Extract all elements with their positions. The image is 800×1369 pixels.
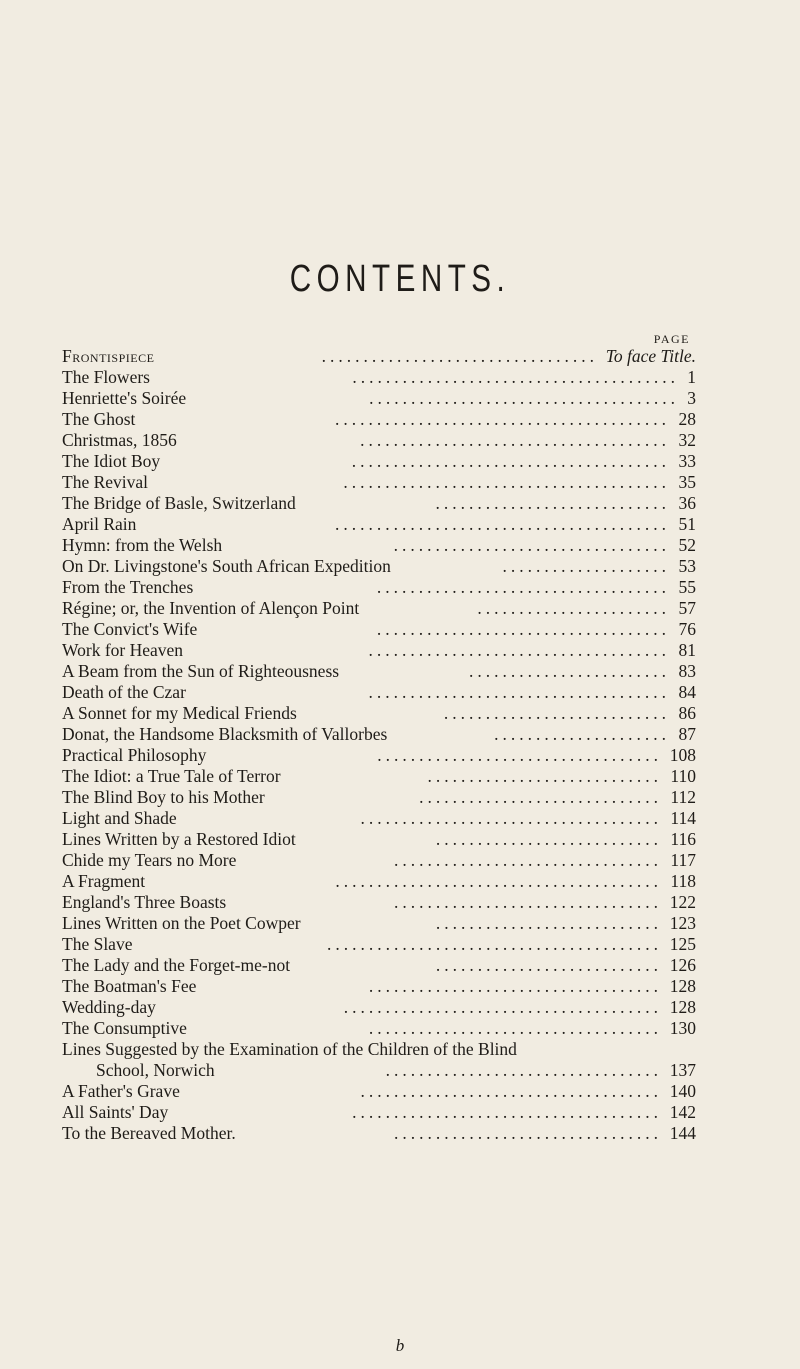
toc-entry-page: 117 [670,850,696,870]
toc-entry [62,640,696,661]
dot-leader: ........................... [435,829,662,849]
toc-entry [62,346,696,367]
toc-entry-page: 55 [678,577,696,597]
toc-entry-title: The Blind Boy to his Mother [62,787,265,807]
toc-entry-title: A Father's Grave [62,1081,180,1101]
toc-entry-page: 128 [669,997,696,1017]
toc-entry-page: 81 [678,640,696,660]
toc-entry-page: 126 [669,955,696,975]
toc-entry [62,955,696,976]
toc-entry [62,1102,696,1123]
toc-entry-title: The Flowers [62,367,150,387]
dot-leader: .................................... [360,808,662,828]
dot-leader: ................................. [385,1060,662,1080]
toc-entry-page: 142 [669,1102,696,1122]
toc-entry-title: The Idiot: a True Tale of Terror [62,766,281,786]
toc-entry [62,682,696,703]
toc-entry-page: 116 [670,829,696,849]
toc-entry [62,598,696,619]
dot-leader: ....................... [477,598,670,618]
toc-entry-title: The Revival [62,472,149,492]
toc-entry-page: To face Title. [605,346,696,366]
toc-entry [62,577,696,598]
toc-entry-title: Régine; or, the Invention of Alençon Point [62,598,360,618]
toc-entry-title: The Slave [62,934,133,954]
toc-entry-page: 118 [670,871,696,891]
toc-entry-page: 53 [678,556,696,576]
toc-entry [62,745,696,766]
toc-entry [62,703,696,724]
toc-entry-page: 137 [669,1060,696,1080]
toc-entry-title: The Convict's Wife [62,619,198,639]
toc-entry [62,430,696,451]
toc-entry-title: School, Norwich [96,1060,215,1080]
toc-entry [62,619,696,640]
toc-entry-title: The Lady and the Forget-me-not [62,955,291,975]
toc-entry-title: Light and Shade [62,808,177,828]
toc-entry [62,787,696,808]
toc-entry-title: A Fragment [62,871,146,891]
toc-entry-title: Christmas, 1856 [62,430,177,450]
toc-entry-page: 140 [669,1081,696,1101]
toc-entry-page: 52 [678,535,696,555]
toc-entry-page: 76 [678,619,696,639]
toc-entry-title: Frontispiece [62,346,155,366]
dot-leader: ............................ [427,766,662,786]
toc-entry-title: Donat, the Handsome Blacksmith of Vallorbes [62,724,388,744]
dot-leader: ..................................... [369,388,679,408]
toc-entry-title: Work for Heaven [62,640,184,660]
dot-leader: ................................... [376,619,670,639]
toc-entry-title: Chide my Tears no More [62,850,237,870]
page-column-label: PAGE [653,332,690,346]
toc-entry-title: A Beam from the Sun of Righteousness [62,661,340,681]
dot-leader: ........................... [443,703,670,723]
toc-entry-page: 114 [670,808,696,828]
toc-entry [62,808,696,829]
toc-entry [62,514,696,535]
toc-entry-title: All Saints' Day [62,1102,169,1122]
dot-leader: .................................... [368,682,670,702]
toc-entry-title: To the Bereaved Mother. [62,1123,236,1143]
toc-entry-title: Henriette's Soirée [62,388,187,408]
toc-entry [62,976,696,997]
toc-entry-title: Wedding-day [62,997,156,1017]
toc-entry-page: 1 [687,367,696,387]
dot-leader: ............................ [435,493,670,513]
toc-entry-page: 108 [669,745,696,765]
toc-entry-title: The Consumptive [62,1018,187,1038]
toc-entry-page: 32 [678,430,696,450]
toc-entry-page: 35 [678,472,696,492]
dot-leader: ........................ [469,661,670,681]
toc-entry-page: 125 [669,934,696,954]
toc-entry-title: Lines Written by a Restored Idiot [62,829,296,849]
dot-leader: ........................................ [327,934,662,954]
dot-leader: ..................................... [352,1102,662,1122]
toc-entry [62,556,696,577]
toc-entry-title: The Ghost [62,409,136,429]
toc-entry-title: The Boatman's Fee [62,976,197,996]
toc-entry-title: The Bridge of Basle, Switzerland [62,493,296,513]
toc-entry [62,934,696,955]
dot-leader: ................................. [321,346,598,366]
toc-entry [62,724,696,745]
toc-entry [62,850,696,871]
toc-entry-page: 33 [678,451,696,471]
dot-leader: ........................................ [335,409,670,429]
dot-leader: ....................................... [343,472,670,492]
toc-entry-page: 3 [687,388,696,408]
dot-leader: ................................ [394,850,662,870]
toc-entry [62,367,696,388]
page-title: CONTENTS. [289,258,511,300]
toc-entry [62,1123,696,1144]
toc-entry-page: 128 [669,976,696,996]
toc-entry-title: Lines Written on the Poet Cowper [62,913,301,933]
toc-entry [62,472,696,493]
dot-leader: ................................... [376,577,670,597]
toc-entry-page: 110 [670,766,696,786]
toc-entry-title: On Dr. Livingstone's South African Expedition [62,556,391,576]
toc-entry [62,535,696,556]
dot-leader: ........................... [435,913,662,933]
dot-leader: .................... [502,556,670,576]
dot-leader: .................................. [377,745,662,765]
toc-entry [62,661,696,682]
toc-entry-page: 122 [669,892,696,912]
toc-entry [62,997,696,1018]
toc-entry [62,871,696,892]
dot-leader: ..................................... [360,430,670,450]
dot-leader: ........................................ [335,514,670,534]
toc-entry [62,829,696,850]
toc-entry-page: 83 [678,661,696,681]
dot-leader: ............................. [419,787,662,807]
toc-entry-title: A Sonnet for my Medical Friends [62,703,297,723]
toc-entry [62,1018,696,1039]
toc-entry [62,892,696,913]
toc-entry-page: 28 [678,409,696,429]
toc-entry [62,388,696,409]
dot-leader: ................................... [368,976,662,996]
toc-entry [62,1081,696,1102]
dot-leader: ................................. [393,535,670,555]
toc-entry-page: 51 [678,514,696,534]
toc-entry-title: The Idiot Boy [62,451,161,471]
toc-entry [62,913,696,934]
table-of-contents [62,346,696,1144]
dot-leader: ........................... [435,955,662,975]
dot-leader: ..................... [494,724,670,744]
toc-entry-page: 130 [669,1018,696,1038]
dot-leader: ................................... [368,1018,662,1038]
toc-entry-title: Death of the Czar [62,682,186,702]
toc-entry-page: 36 [678,493,696,513]
toc-entry [62,1060,696,1081]
toc-entry [62,766,696,787]
signature-mark: b [395,1336,405,1355]
toc-entry [62,451,696,472]
toc-entry [62,409,696,430]
toc-entry-page: 112 [670,787,696,807]
toc-entry-title: Hymn: from the Welsh [62,535,223,555]
toc-entry-title: England's Three Boasts [62,892,227,912]
toc-entry-title: Practical Philosophy [62,745,207,765]
toc-entry [62,1039,696,1060]
dot-leader: ...................................... [343,997,662,1017]
dot-leader: ...................................... [351,451,670,471]
toc-entry-page: 123 [669,913,696,933]
dot-leader: .................................... [368,640,670,660]
toc-entry [62,493,696,514]
toc-entry-page: 87 [678,724,696,744]
toc-entry-title: Lines Suggested by the Examination of the Children of the Blind [62,1039,517,1059]
toc-entry-page: 84 [678,682,696,702]
toc-entry-title: From the Trenches [62,577,194,597]
toc-entry-page: 57 [678,598,696,618]
dot-leader: ................................ [394,1123,662,1143]
dot-leader: ....................................... [352,367,679,387]
dot-leader: ....................................... [335,871,662,891]
toc-entry-title: April Rain [62,514,137,534]
dot-leader: .................................... [360,1081,662,1101]
toc-entry-page: 86 [678,703,696,723]
dot-leader: ................................ [394,892,662,912]
toc-entry-page: 144 [669,1123,696,1143]
